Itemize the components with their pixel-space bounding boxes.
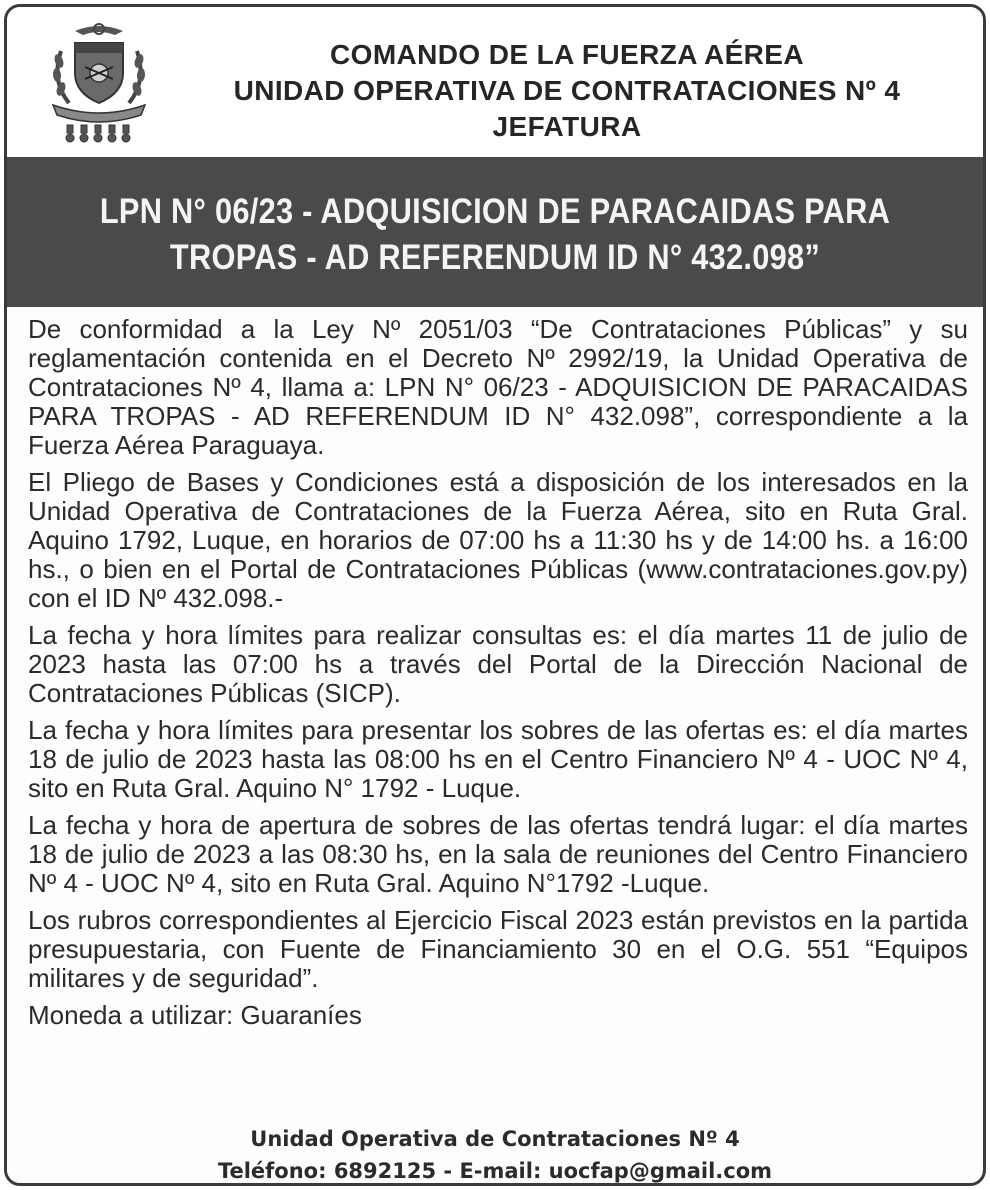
paragraph-budget: Los rubros correspondientes al Ejercicio Fiscal 2023 están previstos en la partida presupuestaria, con Fuente de Financiamiento 30 en el O.G. 551 “Equipos militares y de seguridad”. [28,905,968,993]
header-title-block [167,37,967,145]
tender-title-banner [7,157,983,307]
paragraph-queries-deadline: La fecha y hora límites para realizar consultas es: el día martes 11 de julio de 2023 hasta las 07:00 hs a través del Portal de la Dirección Nacional de Contrataciones Públicas (SICP). [28,620,968,708]
air-force-crest-icon [45,21,153,147]
paragraph-legal-basis: De conformidad a la Ley Nº 2051/03 “De Contrataciones Públicas” y su reglamentación contenida en el Decreto Nº 2992/19, la Unidad Operativa de Contrataciones Nº 4, llama a: LPN N° 06/23 - ADQUISICION DE PARACAIDAS PARA TROPAS - AD REFERENDUM ID N° 432.098”, correspondiente a la Fuerza Aérea Paraguaya. [28,314,968,460]
tender-title [66,189,925,281]
paragraph-bidding-documents: El Pliego de Bases y Condiciones está a disposición de los interesados en la Unidad Operativa de Contrataciones de la Fuerza Aérea, sito en Ruta Gral. Aquino 1792, Luque, en horarios de 07:00 hs a 11:30 hs y de 14:00 hs. a 16:00 hs., o bien en el Portal de Contrataciones Públicas (www.contrataciones.gov.py) con el ID Nº 432.098.- [28,467,968,613]
paragraph-currency: Moneda a utilizar: Guaraníes [28,1000,362,1030]
notice-footer [7,1123,983,1186]
notice-frame [4,4,986,1186]
notice-body [28,315,968,1038]
paragraph-opening-date: La fecha y hora de apertura de sobres de las ofertas tendrá lugar: el día martes 18 de julio de 2023 a las 08:30 hs, en la sala de reuniones del Centro Financiero Nº 4 - UOC Nº 4, sito en Ruta Gral. Aquino N°1792 -Luque. [28,810,968,898]
tender-title-line-2: TROPAS - AD REFERENDUM ID N° 432.098” [169,238,821,277]
header-line-command: COMANDO DE LA FUERZA AÉREA [330,39,804,70]
header-line-unit: UNIDAD OPERATIVA DE CONTRATACIONES Nº 4 [233,75,901,106]
header-line-office: JEFATURA [492,111,642,142]
tender-title-line-1: LPN N° 06/23 - ADQUISICION DE PARACAIDAS PARA [99,192,891,231]
footer-contact: Teléfono: 6892125 - E-mail: uocfap@gmail.com [217,1159,773,1183]
notice-header [7,7,983,157]
footer-unit-name: Unidad Operativa de Contrataciones Nº 4 [250,1127,740,1151]
paragraph-submission-deadline: La fecha y hora límites para presentar los sobres de las ofertas es: el día martes 18 de julio de 2023 hasta las 08:00 hs en el Centro Financiero Nº 4 - UOC Nº 4, sito en Ruta Gral. Aquino N° 1792 - Luque. [28,715,968,803]
